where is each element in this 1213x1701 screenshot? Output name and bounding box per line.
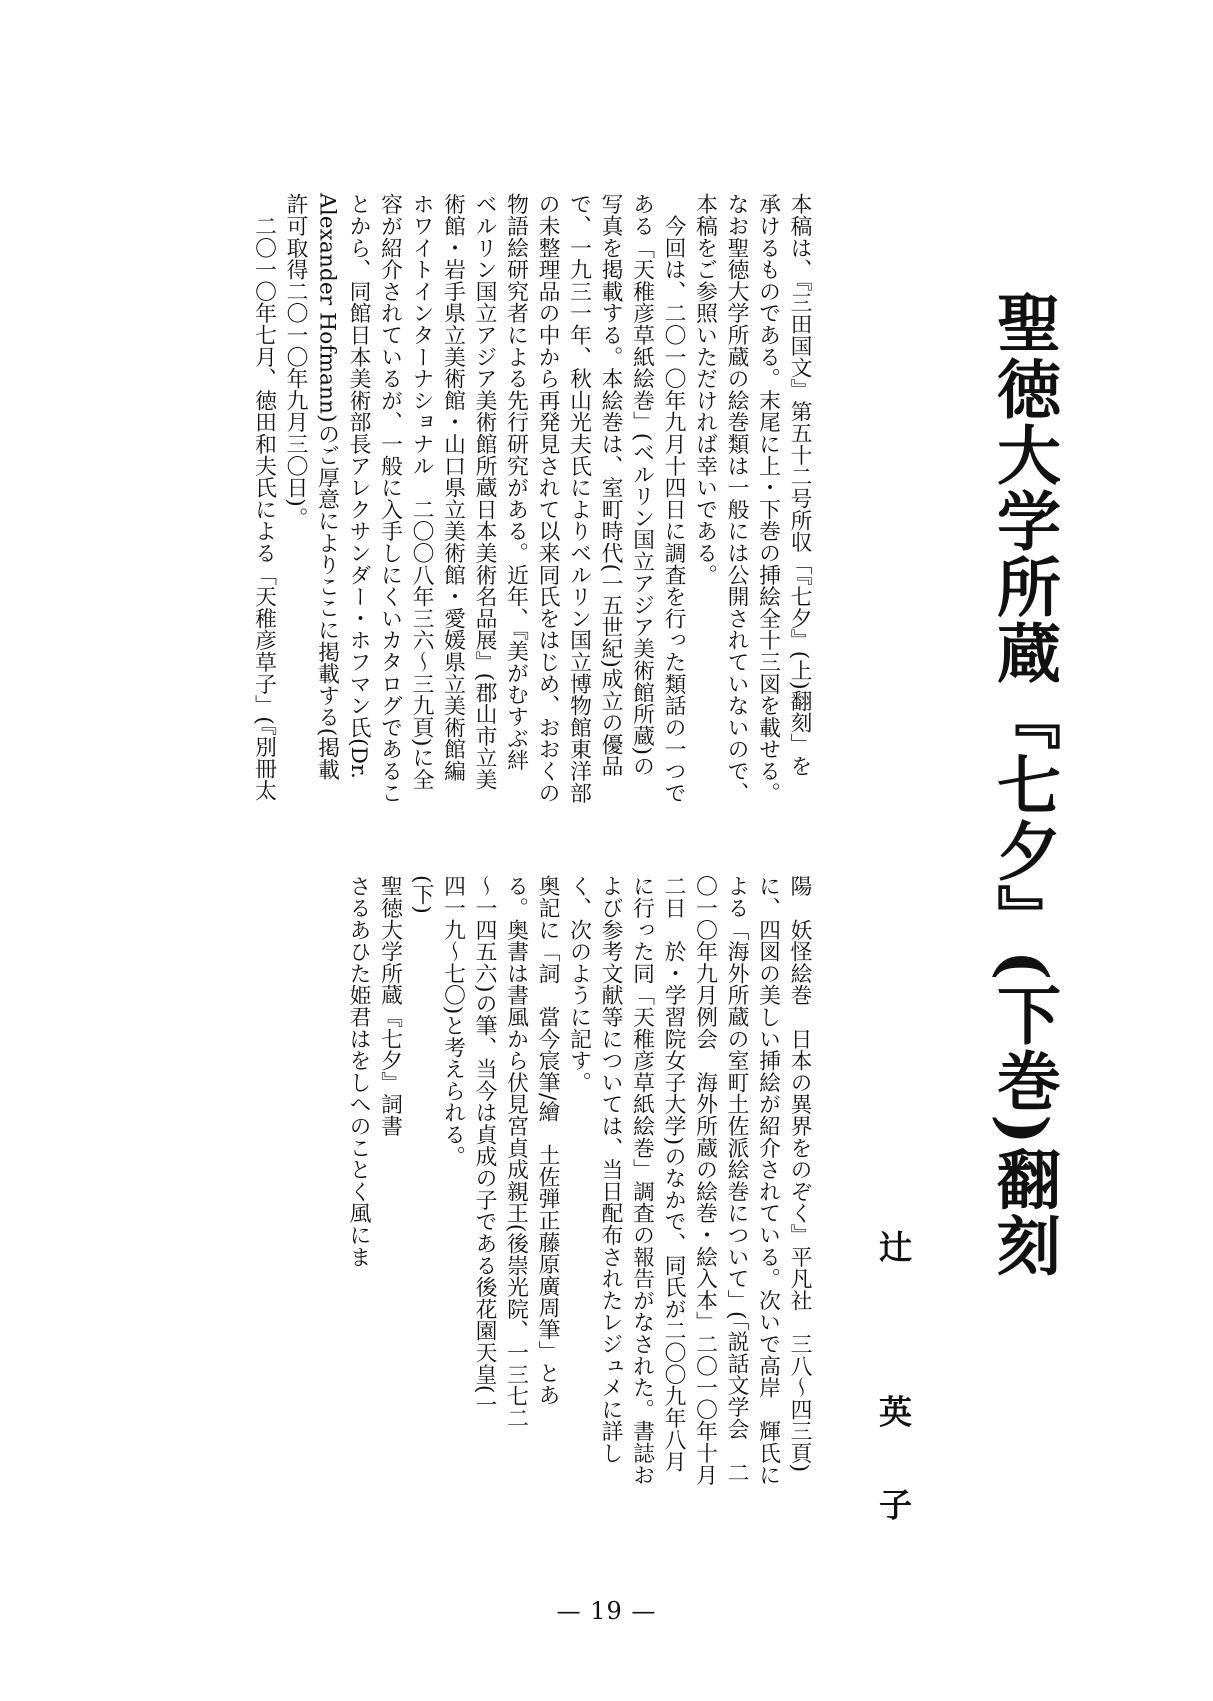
text-line: 〇一〇年九月例会 海外所蔵の絵巻・絵入本」二〇一〇年十月	[692, 875, 718, 1486]
text-line: 本稿をご参照いただければ幸いである。	[692, 193, 718, 586]
text-line: (下)	[409, 875, 434, 914]
text-line: よび参考文献等については、当日配布されたレジュメに詳し	[598, 875, 623, 1464]
text-line: さるあひた姫君はをしへのことく風にま	[346, 875, 371, 1268]
text-line: なお聖徳大学所蔵の絵巻類は一般には公開されていないので、	[724, 193, 749, 804]
text-line: 術館・岩手県立美術館・山口県立美術館・愛媛県立美術館編	[440, 193, 466, 782]
text-line: 陽 妖怪絵巻 日本の異界をのぞく』平凡社 三八〜四三頁)	[787, 875, 812, 1473]
text-line: 二〇一〇年七月、徳田和夫氏による「天稚彦草子」(『別冊太	[251, 193, 277, 802]
text-line: 奥記に「詞 當今宸筆/繪 土佐弾正藤原廣周筆」とあ	[535, 875, 560, 1406]
text-line: 聖徳大学所蔵『七夕』詞書	[377, 875, 403, 1137]
text-line: ある「天稚彦草紙絵巻」(ベルリン国立アジア美術館所蔵)の	[629, 193, 655, 777]
text-line: ベルリン国立アジア美術館所蔵日本美術名品展』(郡山市立美	[472, 193, 497, 791]
body-text-upper	[248, 193, 815, 803]
text-line: 許可取得二〇一〇年九月三〇日)。	[283, 193, 308, 529]
text-line: ホワイトインターナショナル 二〇〇八年三六〜三九頁)に全	[409, 193, 434, 791]
text-line: 四一九〜七〇)と考えられる。	[440, 875, 466, 1167]
article-title: 聖徳大学所蔵『七夕』(下巻)翻刻	[986, 290, 1061, 1279]
text-line: に行った同「天稚彦草紙絵巻」調査の報告がなされた。書誌お	[629, 875, 655, 1486]
text-line: の未整理品の中から再発見されて以来同氏をはじめ、おおくの	[535, 193, 560, 804]
text-line: く、次のように記す。	[566, 875, 592, 1093]
text-line: よる「海外所蔵の室町土佐派絵巻について」(「説話文学会 二	[724, 875, 749, 1484]
text-line: とから、同館日本美術部長アレクサンダー・ホフマン氏(Dr.	[346, 193, 371, 779]
author-name: 辻 英子	[874, 1230, 913, 1581]
text-line: に、四図の美しい挿絵が紹介されている。次いで高岸 輝氏に	[755, 875, 781, 1486]
text-line: 本稿は、『三田国文』第五十二号所収「『七夕』(上)翻刻」を	[787, 193, 812, 777]
text-line: る。奥書は書風から伏見宮貞成親王(後崇光院、一三七二	[503, 875, 529, 1429]
text-line: 物語絵研究者による先行研究がある。近年、『美がむすぶ絆	[503, 193, 529, 771]
body-text-lower	[343, 875, 816, 1485]
text-line: 写真を掲載する。本絵巻は、室町時代(一五世紀)成立の優品	[598, 193, 623, 777]
text-line: Alexander Hofmann)のご厚意によりここに掲載する(掲載	[314, 193, 340, 780]
text-line: で、一九三一年、秋山光夫氏によりベルリン国立博物館東洋部	[566, 193, 592, 804]
text-line: 今回は、二〇一〇年九月十四日に調査を行った類話の一つで	[661, 193, 686, 804]
text-line: 容が紹介されているが、一般に入手しにくいカタログであるこ	[377, 193, 403, 804]
page-number: — 19 —	[556, 1597, 657, 1625]
text-line: 二日 於・学習院女子大学)のなかで、同氏が二〇〇九年八月	[661, 875, 686, 1473]
text-line: 〜一四五六)の筆、当今は貞成の子である後花園天皇(一	[472, 875, 497, 1416]
text-line: 承けるものである。末尾に上・下巻の挿絵全十三図を載せる。	[755, 193, 781, 804]
